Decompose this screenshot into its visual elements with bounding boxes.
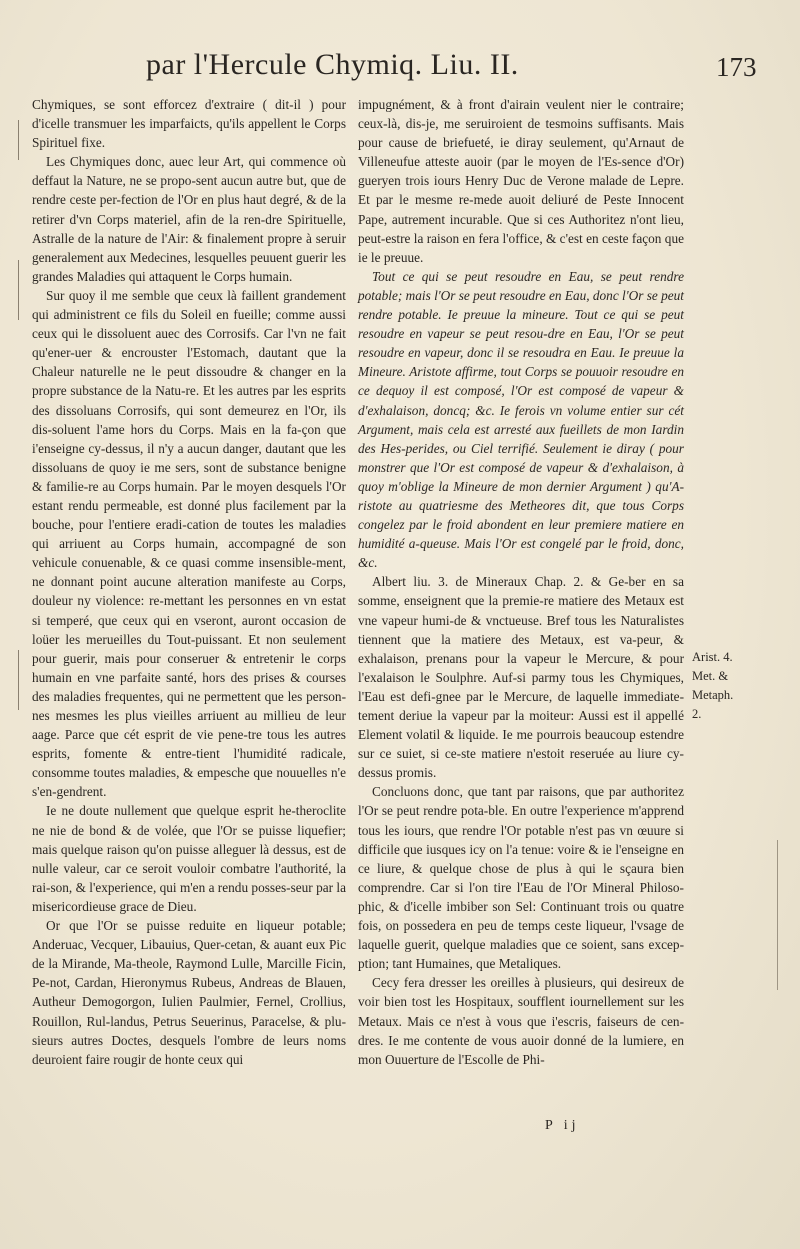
left-edge-rule: [18, 260, 19, 320]
signature-mark: P ij: [545, 1118, 580, 1133]
margin-note: Metaph.: [692, 688, 734, 703]
paragraph: impugnément, & à front d'airain veulent nier le contraire; ceux-là, dis-je, me seruiroient de tesmoins suffisants. Mais pour cause de briefueté, ie diray seulement, qu'Arnaut de Villeneufue atteste auoir (par le moyen de l'Es-sence d'Or) gueryen trois iours Henry Duc de Verone malade de Lepre. Et par le mesme re-mede auoit deliuré de Peste Innocent Pape, autrement incurable. Que si ces Authoritez n'ont lieu, peut-estre la raison en fera l'office, & c'est en ceste façon que ie le preuue.: [358, 97, 684, 265]
paragraph: Les Chymiques donc, auec leur Art, qui commence où deffaut la Nature, ne se propo-sent aucun autre but, que de rendre ceste per-fection de l'Or en plus haut degré, & de la retirer d'vn Corps materiel, afin de la ren-dre Spirituelle, Astralle de la nature de l'Air: & finalement propre à seruir generalement aux Medecines, lesquelles peuuent guerir les grandes Maladies qui attaquent le Corps humain.: [32, 154, 346, 284]
paragraph-syllogism: Tout ce qui se peut resoudre en Eau, se peut rendre potable; mais l'Or se peut resoudre en Eau, donc l'Or se peut rendre potable. Ie preuue la mineure. Tout ce qui se peut resoudre en vapeur se peut resou-dre en Eau, l'Or se peut resoudre en vapeur, donc il se resoudra en Eau. Ie preuue la Mineure. Aristote affirme, tout Corps se pouuoir resoudre en ce dequoy il est composé, l'Or est composé de vapeur & d'exhalaison, doncq; &c. Ie ferois vn volume entier sur cét Argument, mais cela est arresté aux fueillets de mon Iardin des Hes-perides, ou Ciel terrifié. Seulement ie diray ( pour monstrer que l'Or est composé de vapeur & d'exhalaison, à quoy m'oblige la Mineure de mon dernier Argument ) qu'A-ristote au quatriesme des Metheores dit, que tous Corps congelez par le froid abondent en leur premiere matiere en humidité a-queuse. Mais l'Or est congelé par le froid, donc, &c.: [358, 268, 684, 571]
right-edge-bleed: [777, 840, 778, 990]
paragraph: Or que l'Or se puisse reduite en liqueur potable; Anderuac, Vecquer, Libauius, Quer-cetan, & auant eux Pic de la Mirande, Ma-theole, Raymond Lulle, Marcille Ficin, Pe-not, Cardan, Hieronymus Rubeus, Andreas de Blauen, Autheur Demogorgon, Iulien Paulmier, Fernel, Crollius, Rouillon, Rul-landus, Petrus Seuerinus, Paracelse, & plu-sieurs autres Doctes, desquels l'ombre de leurs noms deuroient faire rougir de honte ceux qui: [32, 918, 346, 1067]
left-column: [32, 95, 346, 1069]
left-edge-rule: [18, 650, 19, 710]
paragraph: Albert liu. 3. de Mineraux Chap. 2. & Ge-ber en sa somme, enseignent que la premie-re matiere des Metaux est vne vapeur humi-de & vnctueuse. Bref tous les Naturalistes tiennent que la matiere des Metaux, est va-peur, & exhalaison, prenans pour la vapeur le Mercure, & pour l'exalaison le Soulphre. Auf-si parmy tous les Chymiques, l'Eau est defi-gnee par le Mercure, de laquelle immediate-tement deriue la vapeur par la moiteur: Aussi est il appellé Element volatil & liquide. Ie me pourrois beaucoup estendre sur ce suiet, si ce-ste matiere n'estoit reseruée au liure cy-dessus promis.: [358, 574, 684, 781]
paragraph: Cecy fera dresser les oreilles à plusieurs, qui desireux de voir bien tost les Hospitaux, soufflent iournellement sur les Metaux. Mais ce n'est à vous que i'escris, faiseurs de cen-dres. Ie me contente de vous auoir donné de la lumiere, en mon Ouuerture de l'Escolle de Phi-: [358, 975, 684, 1067]
margin-notes: [692, 648, 772, 724]
page-number: 173: [716, 52, 757, 82]
margin-note: Arist. 4.: [692, 650, 733, 664]
paragraph: Sur quoy il me semble que ceux là faillent grandement qui administrent ce fils du Soleil en fueille; comme aussi ceux qui le dissoluent auec des Corrosifs. Car l'vn ne fait qu'ener-uer & encrouster l'Estomach, dautant que la Chaleur naturelle ne le peut dissoudre & changer en la propre substance de la Natu-re. Et les autres par les esprits des dissoluans Corrosifs, qui sont demeurez en l'Or, ils dis-soluent l'ame hors du Corps. Mais en la fa-çon que i'enseigne cy-dessus, il n'y a aucun danger, dautant que les dissoluans de quoy ie me sers, sont de substance benigne & familie-re au Corps humain. Par le moyen desquels l'Or estant rendu permeable, est donné plus facilement par la bouche, pour l'entiere eradi-cation de toutes les maladies qui arriuent au Corps humain, accompagné de son vehicule conuenable, & ce quasi comme insensible-ment, ne donnant point aucune alteration manifeste au Corps, douleur ny violence: re-mettant les personnes en vn estat si temperé, que ceux qui en vseront, auront occasion de loüer les merueilles du Tout-puissant. Et non seulement pour guerir, mais pour conseruer & entretenir le corps humain en vne parfaite santé, hors des prises & courses des maladies frequentes, qui ne permettent que les person-nes mesmes les plus vieilles arriuent au millieu de leur aage. Parce que cét esprit de vie pene-tre tous les autres esprits, fomente & entre-tient l'humidité radicale, consomme toutes maladies, & empesche que nouuelles n'e s'en-gendrent.: [32, 287, 346, 800]
left-edge-rule: [18, 120, 19, 160]
margin-note: Met. &: [692, 669, 729, 684]
paragraph: Ie ne doute nullement que quelque esprit he-theroclite ne nie de bond & de volée, que l'Or se puisse liquefier; mais quelque raison qu'on puisse alleguer là dessus, est de nulle valeur, car ce seroit vouloir combatre l'authorité, la rai-son, & l'experience, qui m'en a rendu posses-seur par la misericordieuse grace de Dieu.: [32, 803, 346, 914]
running-title: par l'Hercule Chymiq. Liu. II.: [146, 48, 519, 81]
margin-note: 2.: [692, 707, 702, 722]
paragraph: Chymiques, se sont efforcez d'extraire ( dit-il ) pour d'icelle transmuer les imparfaicts, qu'ils appellent le Corps Spirituel fixe.: [32, 97, 346, 151]
right-column: [358, 95, 684, 1069]
page-header: [0, 48, 800, 88]
paragraph: Concluons donc, que tant par raisons, que par authoritez l'Or se peut rendre pota-ble. En outre l'experience m'apprend tous les iours, que rendre l'Or potable n'est pas vn œuure si difficile que iusques icy on l'a tenue: voire & ie l'enseigne en ce liure, & quelque chose de plus à qui le sçaura bien comprendre. Car si l'on tire l'Eau de l'Or Mineral Philoso-phic, & d'icelle imbiber son Sel: Continuant trois ou quatre fois, on possedera en peu de temps ceste liqueur, l'vsage de laquelle guerit, quelque maladies que ce soient, sans excep-ption; tant Humaines, que Metaliques.: [358, 784, 684, 972]
